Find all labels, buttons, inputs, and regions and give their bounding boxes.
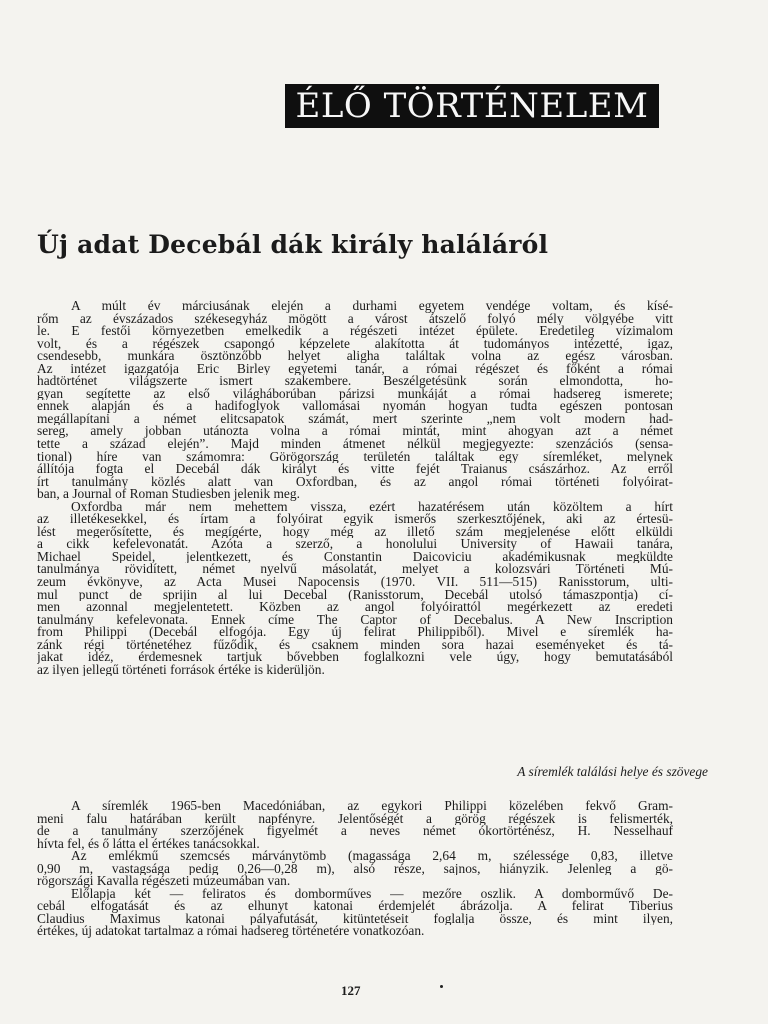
text-line: volt, és a régészek csapongó képzelete alakította át tudományos intézetté, igaz, bbox=[37, 337, 673, 351]
text-line: sereg, amely jobban utánozta volna a római mintát, mint ahogyan azt a német bbox=[37, 425, 673, 439]
text-line: ennek alapján és a hadifoglyok vallomásai nyomán hogyan tudta egészen pontosan bbox=[37, 400, 673, 413]
text-line: A síremlék 1965-ben Macedóniában, az egykori Philippi közelében fekvő Gram- bbox=[71, 800, 673, 813]
text-line: de a tanulmány szerzőjének figyelmét a neves német ókortörténész, H. Nesselhauf bbox=[37, 825, 673, 838]
text-line: 0,90 m, vastagsága pedig 0,26—0,28 m), alsó része, sajnos, hiányzik. Jelenleg a gö- bbox=[37, 862, 673, 876]
text-line: az illetékesekkel, és írtam a folyóirat egyik ismerős szerkesztőjének, aki az értesü- bbox=[37, 513, 673, 526]
page-number: 127 bbox=[341, 983, 361, 998]
text-line: jakat idéz, érdemesnek tartjuk bővebben foglalkozni vele úgy, hogy bemutatásából bbox=[37, 651, 673, 664]
text-line: hadtörténet világszerte ismert szakembere. Beszélgetésünk során elmondotta, ho- bbox=[37, 375, 673, 388]
article-title: Új adat Decebál dák király haláláról bbox=[37, 230, 549, 259]
text-line: men azonnal megjelentetett. Közben az angol folyóirattól megérkezett az eredeti bbox=[37, 601, 673, 614]
text-line: állítója fogta el Decebál dák királyt és vitte fejét Traianus császárhoz. Az erről bbox=[37, 463, 673, 476]
section-caption: A síremlék találási helye és szövege bbox=[517, 764, 708, 779]
text-line: tional) híre van számomra: Görögország területén találtak egy síremléket, melynek bbox=[37, 450, 673, 464]
text-line: rögországi Kavalla régészeti múzeumában van. bbox=[37, 875, 291, 888]
text-line: from Philippi (Decebál elfogója. Egy új felirat Philippiből). Mivel e síremlék ha- bbox=[37, 626, 673, 639]
text-line: zánk régi történetéhez fűződik, és csaknem minden sora hazai eseményeket és tá- bbox=[37, 638, 673, 652]
text-line: Előlapja két — feliratos és domborműves — mezőre oszlik. A domborművő De- bbox=[71, 887, 673, 901]
text-line: megállapítani a német elitcsapatok számát, mert szerinte „nem volt modern had- bbox=[37, 412, 673, 426]
text-line: tanulmánya rövidített, német nyelvű másolatát, melyet a kolozsvári Történeti Mú- bbox=[37, 563, 673, 577]
text-line: le. E festői környezetben emelkedik a régészeti intézet épülete. Eredetileg vízimalom bbox=[37, 325, 673, 338]
text-line: Az emlékmű szemcsés márványtömb (magassága 2,64 m, szélessége 0,83, illetve bbox=[71, 850, 673, 863]
text-line: Claudius Maximus katonai pályafutását, kitüntetéseit foglalja össze, és mint ilyen, bbox=[37, 912, 673, 926]
print-speck bbox=[440, 985, 443, 988]
text-line: tette a század elején”. Majd minden átmenet nélkül megjegyezte: szenzációs (sensa- bbox=[37, 438, 673, 451]
text-line: csendesebb, munkára ösztönzőbb helyet aligha találtak volna az egész városban. bbox=[37, 350, 673, 363]
text-line: értékes, új adatokat tartalmaz a római hadsereg történetére vonatkozóan. bbox=[37, 925, 425, 939]
article-body-block-2 bbox=[37, 800, 673, 938]
text-line: a cikk kefelevonatát. Azóta a szerző, a honolului University of Hawaii tanára, bbox=[37, 538, 673, 551]
text-line: ban, a Journal of Roman Studiesben jelenik meg. bbox=[37, 488, 300, 501]
text-line: Oxfordba már nem mehettem vissza, ezért hazatérésem után közöltem a hírt bbox=[71, 500, 673, 514]
text-line: írt tanulmány közlés alatt van Oxfordban, és az angol római történeti folyóirat- bbox=[37, 475, 673, 489]
text-line: rőm az évszázados székesegyház mögött a várost átszelő folyó mély völgyébe vitt bbox=[37, 312, 673, 326]
article-body-block-1 bbox=[37, 300, 673, 676]
text-line: gyan segítette az első világháborúban párizsi munkáját a római hadsereg ismerete; bbox=[37, 387, 673, 401]
text-line: meni falu határában került napfényre. Jelentőségét a görög régészek is felismerték, bbox=[37, 812, 673, 826]
text-line: mul punct de sprijin al lui Decebal (Ranisstorum, Decebál utolsó támaszpontja) cí- bbox=[37, 588, 673, 602]
text-line: A múlt év márciusának elején a durhami egyetem vendége voltam, és kísé- bbox=[71, 300, 673, 313]
text-line: lést megerősítette, és megígérte, hogy még az illető szám megjelenése előtt elküldi bbox=[37, 525, 673, 539]
text-line: hívta fel, és ő látta el értékes tanácsokkal. bbox=[37, 837, 260, 851]
text-line: Az intézet igazgatója Eric Birley egyetemi tanár, a római régészet és főként a római bbox=[37, 362, 673, 376]
section-banner: ÉLŐ TÖRTÉNELEM bbox=[285, 84, 659, 128]
text-line: cebál elfogatását és az elhunyt katonai érdemjelét ábrázolja. A felirat Tiberius bbox=[37, 900, 673, 913]
text-line: Michael Speidel, jelentkezett, és Constantin Daicoviciu akadémikusnak megküldte bbox=[37, 550, 673, 564]
text-line: zeum évkönyve, az Acta Musei Napocensis (1970. VII. 511—515) Ranisstorum, ulti- bbox=[37, 576, 673, 589]
text-line: az ilyen jellegű történeti források értéke is kiderüljön. bbox=[37, 663, 325, 677]
text-line: tanulmány kefelevonata. Ennek címe The Captor of Decebalus. A New Inscription bbox=[37, 613, 673, 627]
